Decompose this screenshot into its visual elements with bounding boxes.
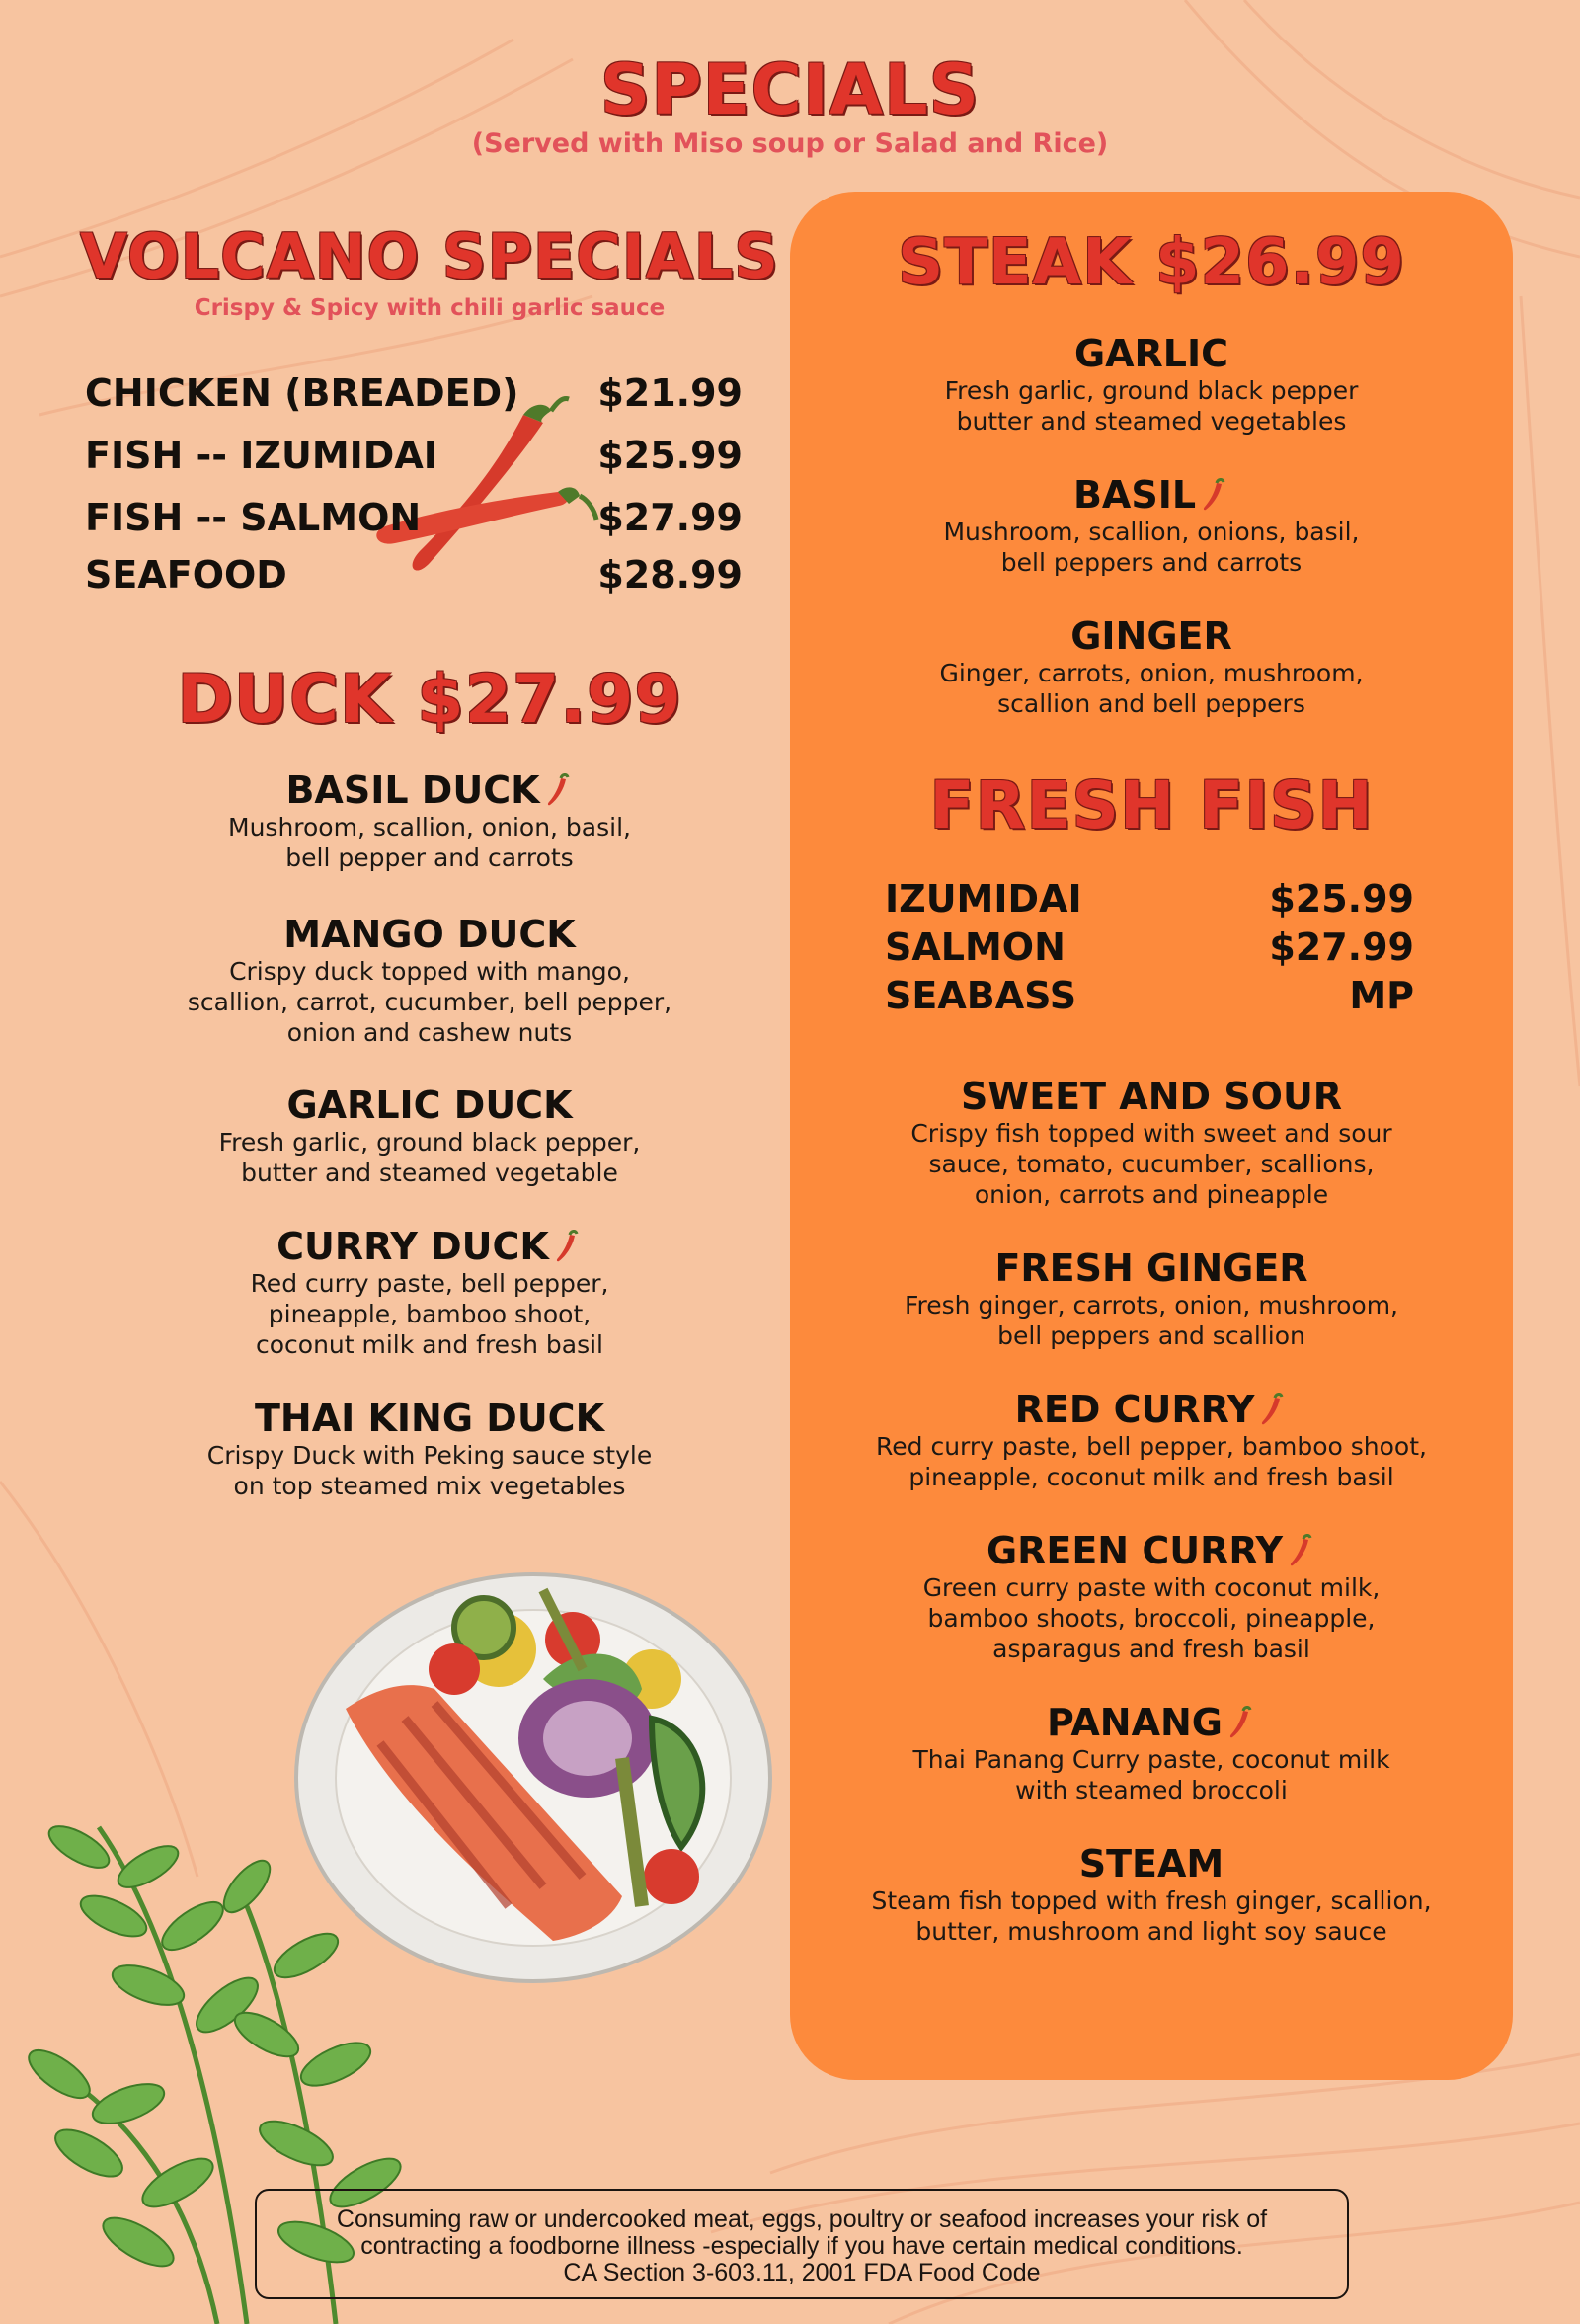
item-desc-line: Fresh garlic, ground black pepper, [218,1128,641,1157]
item-desc-line: on top steamed mix vegetables [233,1472,626,1500]
item-desc-line: pineapple, coconut milk and fresh basil [908,1463,1394,1491]
steak-title: STEAK $26.99 [898,226,1405,299]
item-price: $21.99 [597,371,743,415]
chili-pepper-icon [1202,478,1229,512]
item-desc-line: asparagus and fresh basil [992,1635,1310,1663]
item-name: CHICKEN (BREADED) [85,371,519,415]
list-item [85,434,743,477]
item-desc-line: Crispy Duck with Peking sauce style [206,1441,653,1470]
item-price: $27.99 [597,496,743,539]
item-name: BASIL [1072,473,1197,517]
menu-item [79,913,780,1083]
menu-item [79,1397,780,1501]
item-name: IZUMIDAI [885,877,1082,921]
list-item [85,496,743,539]
menu-item [790,1842,1513,1947]
notice-line: CA Section 3-603.11, 2001 FDA Food Code [563,2259,1041,2286]
item-name: THAI KING DUCK [254,1397,605,1440]
chili-pepper-icon [1289,1534,1316,1567]
notice-line: contracting a foodborne illness -especially if you have certain medical conditions. [360,2232,1243,2260]
item-desc-line: scallion, carrot, cucumber, bell pepper, [187,988,672,1016]
item-desc-line: Red curry paste, bell pepper, [250,1269,609,1298]
item-name: CURRY DUCK [276,1225,549,1268]
item-name: BASIL DUCK [285,768,540,812]
item-desc-line: bell peppers and carrots [1000,548,1303,577]
menu-header [0,47,1580,160]
item-desc-line: Red curry paste, bell pepper, bamboo shoot, [876,1432,1427,1461]
duck-section [79,660,780,741]
food-safety-notice [255,2189,1349,2299]
steak-items [790,332,1513,719]
item-desc-line: pineapple, bamboo shoot, [268,1300,592,1328]
fresh-fish-section [790,766,1513,845]
item-name: SEABASS [885,974,1077,1017]
fish-price-list [885,877,1414,1017]
menu-item [790,1529,1513,1701]
menu-item [790,1388,1513,1529]
notice-line: Consuming raw or undercooked meat, eggs, poultry or seafood increases your risk of [336,2205,1268,2233]
menu-item [79,768,780,913]
menu-item [79,1225,780,1397]
list-item [885,925,1414,969]
volcano-title: VOLCANO SPECIALS [80,220,779,292]
item-desc-line: Thai Panang Curry paste, coconut milk [912,1745,1390,1774]
fresh-fish-title: FRESH FISH [929,767,1374,843]
list-item [85,553,743,597]
item-desc-line: onion and cashew nuts [286,1018,573,1047]
item-desc-line: Green curry paste with coconut milk, [922,1573,1381,1602]
list-item [85,371,743,415]
item-name: SEAFOOD [85,553,287,597]
chili-pepper-icon [1260,1393,1288,1426]
item-name: GARLIC [1073,332,1229,375]
item-price: $25.99 [1269,877,1414,921]
item-desc-line: Mushroom, scallion, onion, basil, [228,813,631,841]
menu-item [790,473,1513,614]
item-desc-line: Crispy fish topped with sweet and sour [910,1119,1392,1148]
menu-item [790,332,1513,473]
steak-section [790,223,1513,302]
item-desc-line: onion, carrots and pineapple [974,1180,1329,1209]
item-name: FISH -- SALMON [85,496,422,539]
menu-item [790,614,1513,719]
volcano-section [79,219,780,322]
item-desc-line: butter, mushroom and light soy sauce [915,1917,1387,1946]
item-name: RED CURRY [1014,1388,1255,1431]
menu-item [790,1246,1513,1388]
item-desc-line: butter and steamed vegetable [241,1159,618,1187]
volcano-subtitle: Crispy & Spicy with chili garlic sauce [194,295,666,321]
item-name: STEAM [1078,1842,1224,1885]
item-desc-line: Fresh garlic, ground black pepper [944,376,1359,405]
fish-items [790,1075,1513,1947]
item-desc-line: butter and steamed vegetables [956,407,1347,436]
item-desc-line: bell peppers and scallion [997,1322,1305,1350]
item-price: $25.99 [597,434,743,477]
item-price: MP [1349,974,1414,1017]
item-desc-line: Mushroom, scallion, onions, basil, [943,518,1360,546]
item-desc-line: with steamed broccoli [1015,1776,1288,1804]
volcano-price-list [85,371,743,597]
list-item [885,877,1414,921]
item-price: $27.99 [1269,925,1414,969]
item-name: SWEET AND SOUR [960,1075,1343,1118]
item-name: FISH -- IZUMIDAI [85,434,437,477]
item-desc-line: Crispy duck topped with mango, [229,957,630,986]
duck-title: DUCK $27.99 [177,661,682,739]
menu-item [790,1075,1513,1246]
item-name: FRESH GINGER [994,1246,1308,1290]
item-name: GINGER [1070,614,1232,658]
chili-pepper-icon [555,1230,583,1263]
duck-items [79,768,780,1501]
list-item [885,974,1414,1017]
item-desc-line: Fresh ginger, carrots, onion, mushroom, [904,1291,1399,1320]
item-price: $28.99 [597,553,743,597]
item-name: GARLIC DUCK [286,1083,573,1127]
menu-item [79,1083,780,1225]
page-title: SPECIALS [599,49,981,130]
item-name: SALMON [885,925,1066,969]
item-desc-line: Ginger, carrots, onion, mushroom, [939,659,1364,687]
item-desc-line: Steam fish topped with fresh ginger, scallion, [871,1886,1432,1915]
item-name: PANANG [1047,1701,1223,1744]
item-name: GREEN CURRY [986,1529,1284,1572]
item-desc-line: bell pepper and carrots [285,843,574,872]
menu-item [790,1701,1513,1842]
item-desc-line: sauce, tomato, cucumber, scallions, [928,1150,1375,1178]
page-subtitle: (Served with Miso soup or Salad and Rice) [471,128,1109,159]
item-name: MANGO DUCK [283,913,576,956]
item-desc-line: coconut milk and fresh basil [255,1330,603,1359]
chili-pepper-icon [1228,1706,1256,1739]
item-desc-line: bamboo shoots, broccoli, pineapple, [927,1604,1376,1633]
chili-pepper-icon [546,773,574,807]
item-desc-line: scallion and bell peppers [997,689,1305,718]
